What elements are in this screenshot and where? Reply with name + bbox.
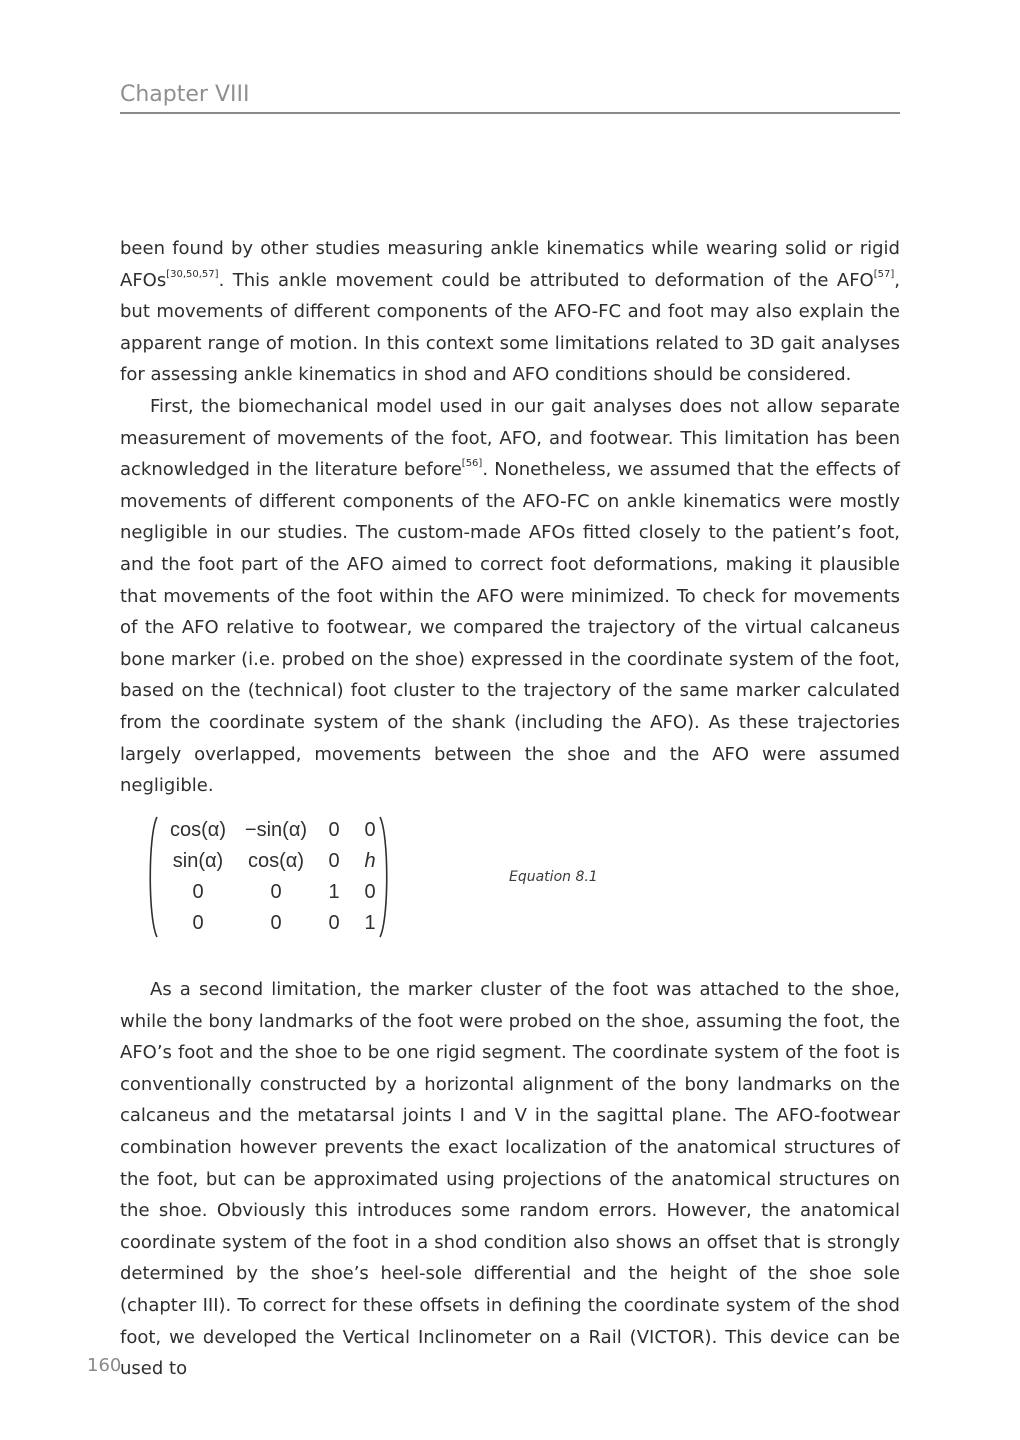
rotation-matrix-equation — [146, 815, 391, 942]
paragraph-3: As a second limitation, the marker cluster of the foot was attached to the shoe, while the bony landmarks of the foot were probed on the shoe, assuming the foot, the AFO’s foot and the shoe to be one rigid segment. The coordinate system of the foot is conventionally constructed by a horizontal alignment of the bony landmarks on the calcaneus and the metatarsal joints I and V in the sagittal plane. The AFO-footwear combination however prevents the exact localization of the anatomical structures of the foot, but can be approximated using projections of the anatomical structures on the shoe. Obviously this introduces some random errors. However, the anatomical coordinate system of the foot in a shod condition also shows an offset that is strongly determined by the shoe’s heel-sole differential and the height of the shoe sole (chapter III). To correct for these offsets in defining the coordinate system of the shod foot, we developed the Vertical Inclinometer on a Rail (VICTOR). This device can be used to — [120, 979, 900, 1380]
matrix-cell: 1 — [328, 881, 340, 903]
matrix-cell: 0 — [270, 912, 282, 934]
citation-56: [56] — [461, 458, 483, 470]
matrix-cell: 0 — [364, 819, 376, 841]
page-number: 160 — [87, 1355, 122, 1376]
matrix-cell: sin(α) — [172, 850, 224, 872]
matrix-cell: 0 — [364, 881, 376, 903]
body-text-upper — [120, 233, 900, 802]
matrix-cell: 1 — [364, 912, 376, 934]
matrix-cell: cos(α) — [169, 819, 226, 841]
citation-57: [57] — [873, 268, 895, 280]
citation-30-50-57: [30,50,57] — [166, 268, 219, 280]
paragraph-2-text-b: . Nonetheless, we assumed that the effects of movements of different components of the AFO-FC on ankle kinematics were mostly negligible in our studies. The custom-made AFOs fitted closely to the patient’s foot, and the foot part of the AFO aimed to correct foot deformations, making it plausible that movements of the foot within the AFO were minimized. To check for movements of the AFO relative to footwear, we compared the trajectory of the virtual calcaneus bone marker (i.e. probed on the shoe) expressed in the coordinate system of the foot, based on the (technical) foot cluster to the trajectory of the same marker calculated from the coordinate system of the shank (including the AFO). As these trajectories largely overlapped, movements between the shoe and the AFO were assumed negligible. — [120, 459, 900, 797]
paragraph-1-text-a: been found by other studies measuring ankle kinematics while wearing solid or rigid AFOs — [120, 238, 900, 291]
paragraph-2-text-a: First, the biomechanical model used in our gait analyses does not allow separate measurement of movements of the foot, AFO, and footwear. This limitation has been acknowledged in the literature before — [120, 395, 900, 481]
matrix-cell: 0 — [328, 850, 340, 872]
right-parenthesis — [379, 815, 391, 939]
matrix-cell: 0 — [328, 912, 340, 934]
paragraph-1-text-c: , but movements of different components of the AFO-FC and foot may also explain the apparent range of motion. In this context some limitations related to 3D gait analyses for assessing ankle kinematics in shod and AFO conditions should be considered. — [120, 269, 900, 386]
equation-label: Equation 8.1 — [509, 869, 598, 885]
paragraph-1-text-b: . This ankle movement could be attributed to deformation of the AFO — [218, 269, 874, 291]
matrix-cell: −sin(α) — [244, 819, 308, 841]
chapter-title: Chapter VIII — [120, 82, 250, 107]
matrix-cell: cos(α) — [247, 850, 304, 872]
paragraph-2 — [120, 391, 900, 802]
paragraph-1 — [120, 233, 900, 391]
matrix-cell: 0 — [328, 819, 340, 841]
body-text-lower — [120, 974, 900, 1385]
matrix-cell: 0 — [192, 912, 204, 934]
matrix-cell-variable-h: h — [364, 850, 376, 872]
running-head — [120, 80, 900, 114]
matrix-cell: 0 — [192, 881, 204, 903]
matrix-cell: 0 — [270, 881, 282, 903]
matrix-grid — [156, 815, 384, 939]
